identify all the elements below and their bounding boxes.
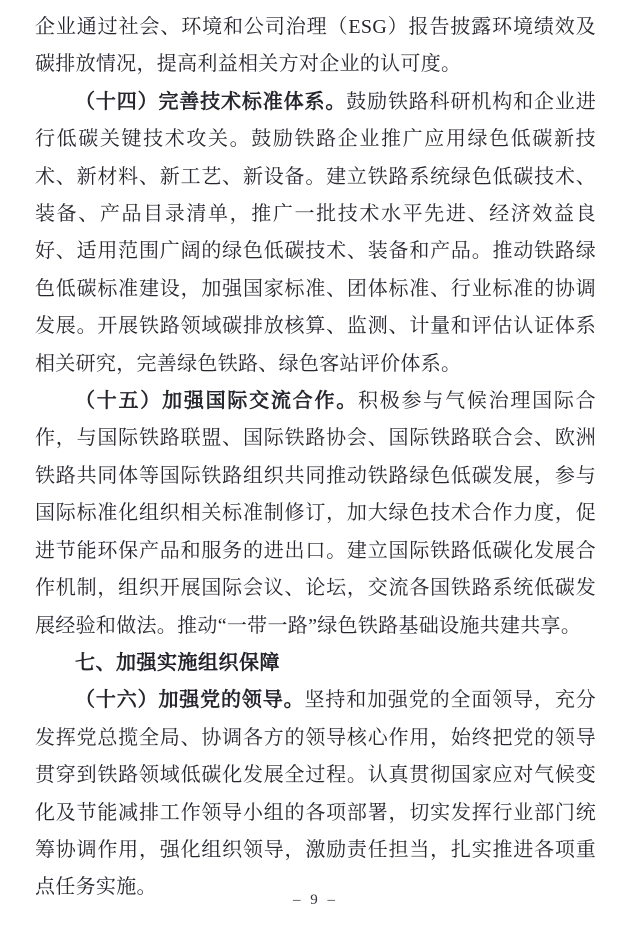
page-number: – 9 – <box>293 892 338 908</box>
paragraph-14-body: 鼓励铁路科研机构和企业进行低碳关键技术攻关。鼓励铁路企业推广应用绿色低碳新技术、新材料、新工艺、新设备。建立铁路系统绿色低碳技术、装备、产品目录清单，推广一批技术水平先进、经济效益良好、适用范围广阔的绿色低碳技术、装备和产品。推动铁路绿色低碳标准建设，加强国家标准、团体标准、行业标准的协调发展。开展铁路领域碳排放核算、监测、计量和评估认证体系相关研究，完善绿色铁路、绿色客站评价体系。 <box>35 90 596 375</box>
paragraph-15-international-cooperation <box>35 383 596 645</box>
paragraph-16-body: 坚持和加强党的全面领导，充分发挥党总揽全局、协调各方的领导核心作用，始终把党的领导贯穿到铁路领域低碳化发展全过程。认真贯彻国家应对气候变化及节能减排工作领导小组的各项部署，切实发挥行业部门统筹协调作用，强化组织领导，激励责任担当，扎实推进各项重点任务实施。 <box>35 689 596 899</box>
paragraph-15-lead: （十五）加强国际交流合作。 <box>75 390 358 413</box>
section-heading-7-implementation-safeguards: 七、加强实施组织保障 <box>75 651 280 674</box>
paragraph-16-party-leadership <box>35 682 596 906</box>
paragraph-14-technical-standards <box>35 84 596 383</box>
paragraph-esg-continuation <box>35 9 596 84</box>
paragraph-15-body: 积极参与气候治理国际合作，与国际铁路联盟、国际铁路协会、国际铁路联合会、欧洲铁路共同体等国际铁路组织共同推动铁路绿色低碳发展，参与国际标准化组织相关标准制修订，加大绿色技术合作力度，促进节能环保产品和服务的进出口。建立国际铁路低碳化发展合作机制，组织开展国际会议、论坛，交流各国铁路系统低碳发展经验和做法。推动“一带一路”绿色铁路基础设施共建共享。 <box>35 390 596 637</box>
paragraph-16-lead: （十六）加强党的领导。 <box>75 689 305 712</box>
paragraph-14-lead: （十四）完善技术标准体系。 <box>75 90 347 113</box>
paragraph-esg-continuation-text: 企业通过社会、环境和公司治理（ESG）报告披露环境绩效及碳排放情况，提高利益相关方对企业的认可度。 <box>35 16 596 76</box>
document-page <box>35 9 596 907</box>
